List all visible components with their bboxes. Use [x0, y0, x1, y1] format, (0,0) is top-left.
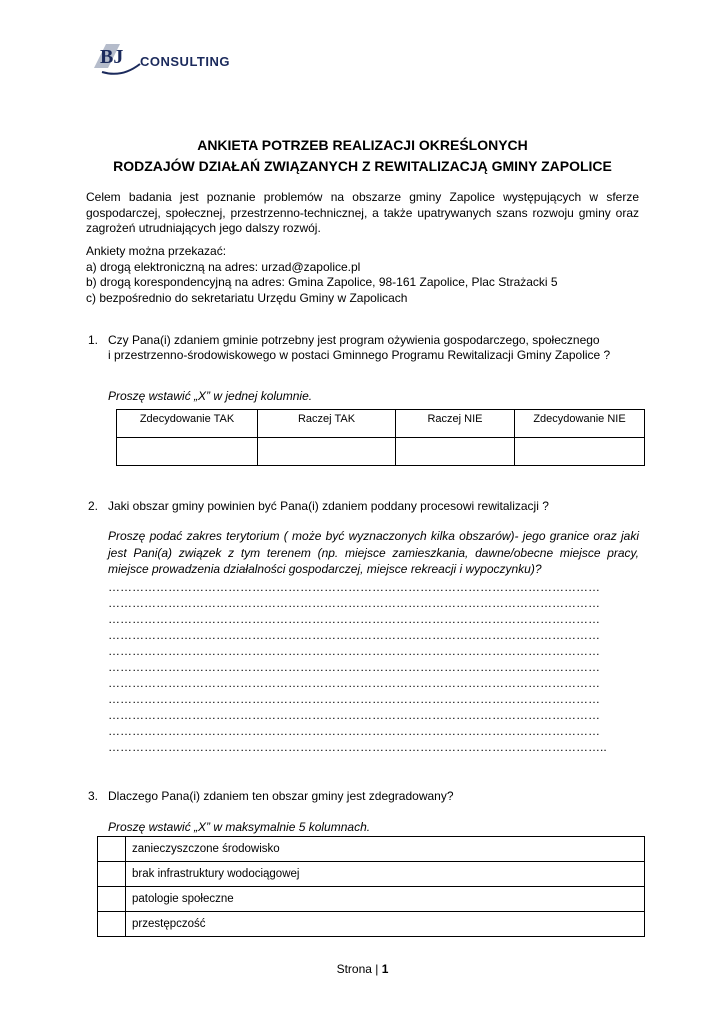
footer-label: Strona	[336, 962, 372, 976]
q1-text-line2: i przestrzenno-środowiskowego w postaci Gminnego Programu Rewitalizacji Gminy Zapolice ?	[108, 348, 611, 362]
q3-instruction: Proszę wstawić „X” w maksymalnie 5 kolumnach.	[108, 820, 371, 834]
answer-line[interactable]: ……………………………………………………………………………………………………………	[108, 660, 600, 674]
footer-page-number: 1	[381, 962, 389, 976]
delivery-option-c: c) bezpośrednio do sekretariatu Urzędu Gminy w Zapolicach	[86, 290, 408, 305]
q3-number: 3.	[88, 789, 99, 803]
q3-checkbox-cell[interactable]	[98, 887, 126, 912]
answer-line[interactable]: ……………………………………………………………………………………………………………	[108, 644, 600, 658]
q2-answer-lines[interactable]	[108, 579, 640, 755]
answer-line[interactable]: ……………………………………………………………………………………………………………	[108, 580, 600, 594]
q3-checkbox-cell[interactable]	[98, 837, 126, 862]
q1-answer-table	[116, 409, 645, 466]
delivery-block	[86, 244, 646, 306]
answer-line[interactable]: ……………………………………………………………………………………………………………	[108, 628, 600, 642]
q1-answer-cell[interactable]	[515, 438, 645, 466]
q2-number: 2.	[88, 499, 99, 513]
q3-option-label: brak infrastruktury wodociągowej	[126, 862, 645, 887]
delivery-heading: Ankiety można przekazać:	[86, 244, 227, 258]
page-footer	[0, 962, 725, 976]
q3-answer-table	[97, 836, 645, 937]
q1-option-label: Zdecydowanie NIE	[515, 410, 645, 438]
logo-mark-text: BJ	[100, 46, 124, 68]
logo-text: CONSULTING	[140, 54, 230, 69]
answer-line[interactable]: ……………………………………………………………………………………………………………	[108, 596, 600, 610]
q3-checkbox-cell[interactable]	[98, 912, 126, 937]
q3-option-row	[98, 837, 645, 862]
q3-option-row	[98, 912, 645, 937]
q1-answer-row	[117, 438, 645, 466]
answer-line[interactable]: ……………………………………………………………………………………………………………	[108, 612, 600, 626]
q1-instruction: Proszę wstawić „X” w jednej kolumnie.	[108, 389, 313, 403]
q1-answer-cell[interactable]	[258, 438, 396, 466]
q1-option-label: Zdecydowanie TAK	[117, 410, 258, 438]
intro-paragraph: Celem badania jest poznanie problemów na obszarze gminy Zapolice występujących w sferze gospodarczej, społecznej, przestrzenno-technicznej, a także upatrywanych szans rozwoju gminy oraz zagrożeń utrudniających jego dalszy rozwój.	[86, 190, 639, 235]
q3-checkbox-cell[interactable]	[98, 862, 126, 887]
survey-title-line1: ANKIETA POTRZEB REALIZACJI OKREŚLONYCH	[197, 137, 528, 153]
q1-number: 1.	[88, 333, 99, 347]
answer-line[interactable]: ……………………………………………………………………………………………………………	[108, 676, 600, 690]
q3-option-label: patologie społeczne	[126, 887, 645, 912]
answer-line[interactable]: ……………………………………………………………………………………………………………	[108, 724, 600, 738]
answer-line[interactable]: ……………………………………………………………………………………………………………	[108, 708, 600, 722]
q2-instruction: Proszę podać zakres terytorium ( może być wyznaczonych kilka obszarów)- jego granice oraz jaki jest Pani(a) związek z tym terenem (np. miejsce zamieszkania, dawne/obecne miejsce pracy, miejsce prowadzenia działalności gospodarczej, miejsce rekreacji i wypoczynku)?	[108, 529, 639, 576]
q3-option-row	[98, 862, 645, 887]
q1-header-row	[117, 410, 645, 438]
q3-option-label: przestępczość	[126, 912, 645, 937]
q3-option-label: zanieczyszczone środowisko	[126, 837, 645, 862]
footer-separator: |	[375, 962, 379, 976]
survey-title-line2: RODZAJÓW DZIAŁAŃ ZWIĄZANYCH Z REWITALIZACJĄ GMINY ZAPOLICE	[113, 158, 612, 174]
answer-line[interactable]: ……………………………………………………………………………………………………………	[108, 692, 600, 706]
q1-option-label: Raczej NIE	[396, 410, 515, 438]
q3-text: Dlaczego Pana(i) zdaniem ten obszar gminy jest zdegradowany?	[108, 789, 454, 803]
answer-line[interactable]: ……………………………………………………………………………………………………………..	[108, 740, 607, 754]
q1-answer-cell[interactable]	[396, 438, 515, 466]
q2-text: Jaki obszar gminy powinien być Pana(i) zdaniem poddany procesowi rewitalizacji ?	[108, 499, 549, 513]
delivery-option-b: b) drogą korespondencyjną na adres: Gmina Zapolice, 98-161 Zapolice, Plac Strażacki 5	[86, 275, 558, 289]
delivery-option-a: a) drogą elektroniczną na adres: urzad@zapolice.pl	[86, 259, 361, 274]
q1-text-line1: Czy Pana(i) zdaniem gminie potrzebny jest program ożywienia gospodarczego, społecznego	[108, 333, 600, 347]
q3-option-row	[98, 887, 645, 912]
q1-option-label: Raczej TAK	[258, 410, 396, 438]
q1-answer-cell[interactable]	[117, 438, 258, 466]
company-logo	[92, 42, 267, 78]
